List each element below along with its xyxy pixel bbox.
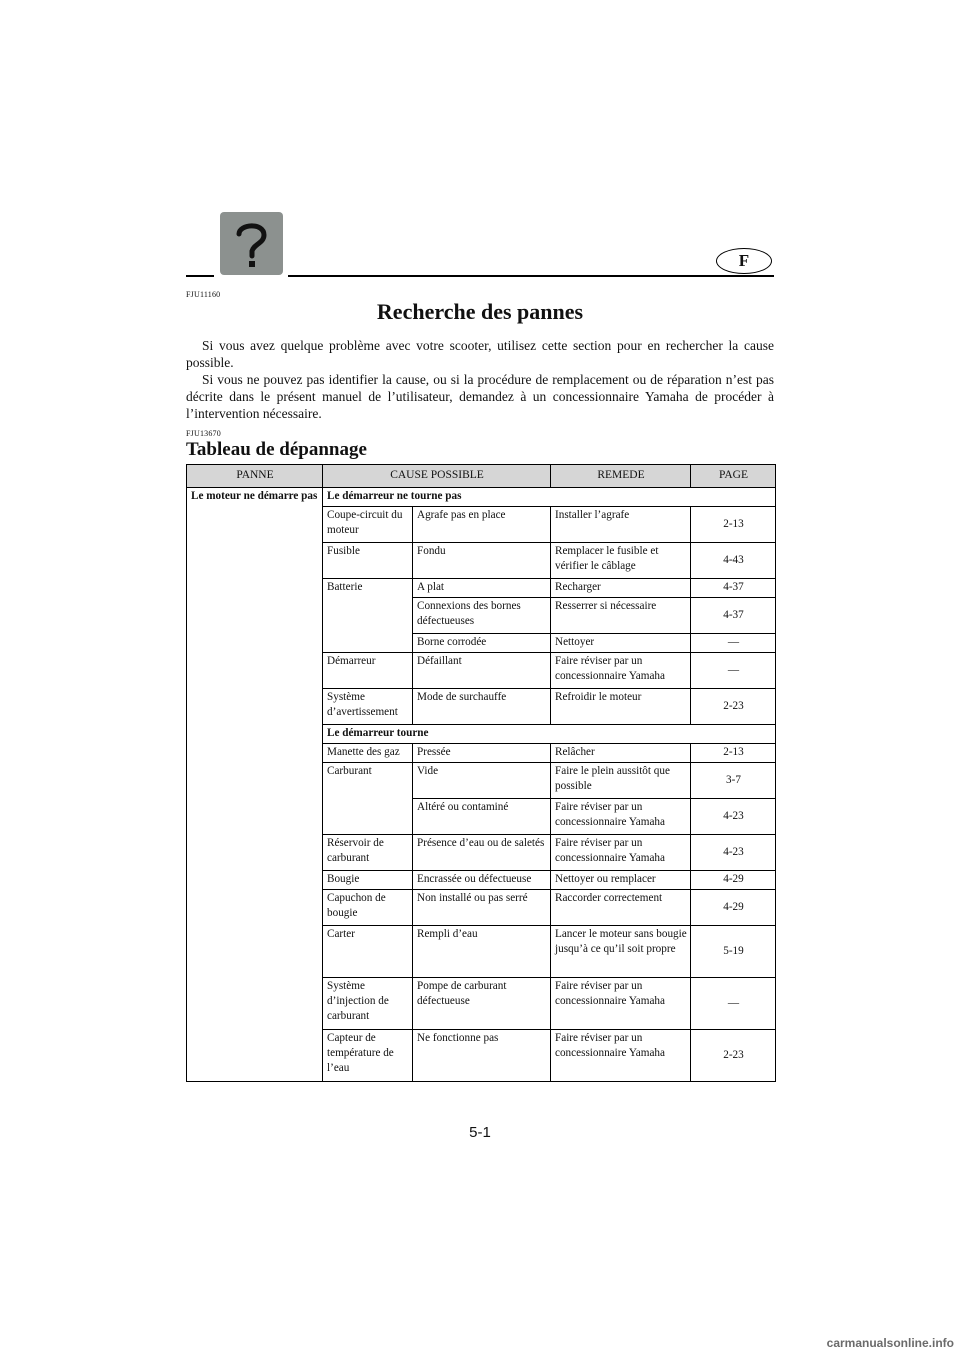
component-cell: Batterie <box>323 579 413 653</box>
condition-cell: Rempli d’eau <box>413 926 551 978</box>
group-row <box>187 488 776 507</box>
intro-paragraph-2: Si vous ne pouvez pas identifier la cause, ou si la procédure de remplacement ou de réparation n’est pas décrite dans le présent manuel de l’utilisateur, demandez à un concessionnaire Yamaha de procéder à l’intervention nécessaire. <box>186 372 774 421</box>
page-cell: 4-23 <box>691 835 776 871</box>
component-cell: Carburant <box>323 763 413 835</box>
watermark: carmanualsonline.info <box>826 1336 954 1350</box>
condition-cell: Connexions des bornes défectueuses <box>413 598 551 634</box>
page-cell: 4-43 <box>691 543 776 579</box>
remedy-cell: Installer l’agrafe <box>551 507 691 543</box>
condition-cell: Encrassée ou défectueuse <box>413 871 551 890</box>
remedy-cell: Nettoyer ou remplacer <box>551 871 691 890</box>
condition-cell: Mode de surchauffe <box>413 689 551 725</box>
header-cause: CAUSE POSSIBLE <box>323 465 551 488</box>
remedy-cell: Lancer le moteur sans bougie jusqu’à ce qu’il soit propre <box>551 926 691 978</box>
remedy-cell: Faire réviser par un concessionnaire Yamaha <box>551 653 691 689</box>
page-number: 5-1 <box>469 1124 491 1141</box>
group-heading: Le démarreur tourne <box>323 725 776 744</box>
component-cell: Démarreur <box>323 653 413 689</box>
intro-text <box>186 337 774 422</box>
page-cell: 4-23 <box>691 799 776 835</box>
remedy-cell: Remplacer le fusible et vérifier le câblage <box>551 543 691 579</box>
condition-cell: Pompe de carburant défectueuse <box>413 978 551 1030</box>
remedy-cell: Refroidir le moteur <box>551 689 691 725</box>
language-badge: F <box>716 248 772 274</box>
page-cell: 4-29 <box>691 871 776 890</box>
page-cell: 2-23 <box>691 1030 776 1082</box>
section-title: Tableau de dépannage <box>186 439 367 460</box>
table-header-row <box>187 465 776 488</box>
condition-cell: Agrafe pas en place <box>413 507 551 543</box>
page-cell: 2-23 <box>691 689 776 725</box>
header-rule-left <box>186 275 214 277</box>
remedy-cell: Raccorder correctement <box>551 890 691 926</box>
page-cell: — <box>691 653 776 689</box>
panne-cell: Le moteur ne démarre pas <box>187 488 323 1082</box>
page-cell: 4-29 <box>691 890 776 926</box>
component-cell: Coupe-circuit du moteur <box>323 507 413 543</box>
remedy-cell: Faire le plein aussitôt que possible <box>551 763 691 799</box>
section-code: FJU13670 <box>186 429 221 438</box>
remedy-cell: Faire réviser par un concessionnaire Yamaha <box>551 799 691 835</box>
page-cell: 4-37 <box>691 579 776 598</box>
page-cell: 5-19 <box>691 926 776 978</box>
page-title: Recherche des pannes <box>376 299 584 324</box>
section-code: FJU11160 <box>186 290 221 299</box>
component-cell: Capteur de température de l’eau <box>323 1030 413 1082</box>
intro-paragraph-1: Si vous avez quelque problème avec votre scooter, utilisez cette section pour en rechercher la cause possible. <box>186 338 774 370</box>
remedy-cell: Nettoyer <box>551 634 691 653</box>
group-heading: Le démarreur ne tourne pas <box>323 488 776 507</box>
component-cell: Capuchon de bougie <box>323 890 413 926</box>
page-cell: 2-13 <box>691 507 776 543</box>
condition-cell: Ne fonctionne pas <box>413 1030 551 1082</box>
remedy-cell: Relâcher <box>551 744 691 763</box>
condition-cell: Non installé ou pas serré <box>413 890 551 926</box>
remedy-cell: Recharger <box>551 579 691 598</box>
component-cell: Manette des gaz <box>323 744 413 763</box>
page-cell: 3-7 <box>691 763 776 799</box>
condition-cell: Pressée <box>413 744 551 763</box>
condition-cell: Borne corrodée <box>413 634 551 653</box>
page-cell: 4-37 <box>691 598 776 634</box>
page-cell: — <box>691 634 776 653</box>
remedy-cell: Faire réviser par un concessionnaire Yamaha <box>551 1030 691 1082</box>
remedy-cell: Resserrer si nécessaire <box>551 598 691 634</box>
troubleshooting-table <box>186 464 776 1082</box>
component-cell: Système d’injection de carburant <box>323 978 413 1030</box>
condition-cell: Vide <box>413 763 551 799</box>
component-cell: Réservoir de carburant <box>323 835 413 871</box>
header-rule-right <box>288 275 774 277</box>
remedy-cell: Faire réviser par un concessionnaire Yamaha <box>551 978 691 1030</box>
component-cell: Fusible <box>323 543 413 579</box>
condition-cell: Altéré ou contaminé <box>413 799 551 835</box>
page-cell: — <box>691 978 776 1030</box>
header-page: PAGE <box>691 465 776 488</box>
question-mark-icon <box>220 212 283 275</box>
component-cell: Bougie <box>323 871 413 890</box>
condition-cell: A plat <box>413 579 551 598</box>
condition-cell: Fondu <box>413 543 551 579</box>
header-remede: REMEDE <box>551 465 691 488</box>
remedy-cell: Faire réviser par un concessionnaire Yamaha <box>551 835 691 871</box>
condition-cell: Présence d’eau ou de saletés <box>413 835 551 871</box>
condition-cell: Défaillant <box>413 653 551 689</box>
component-cell: Système d’avertissement <box>323 689 413 725</box>
header-panne: PANNE <box>187 465 323 488</box>
component-cell: Carter <box>323 926 413 978</box>
page-cell: 2-13 <box>691 744 776 763</box>
